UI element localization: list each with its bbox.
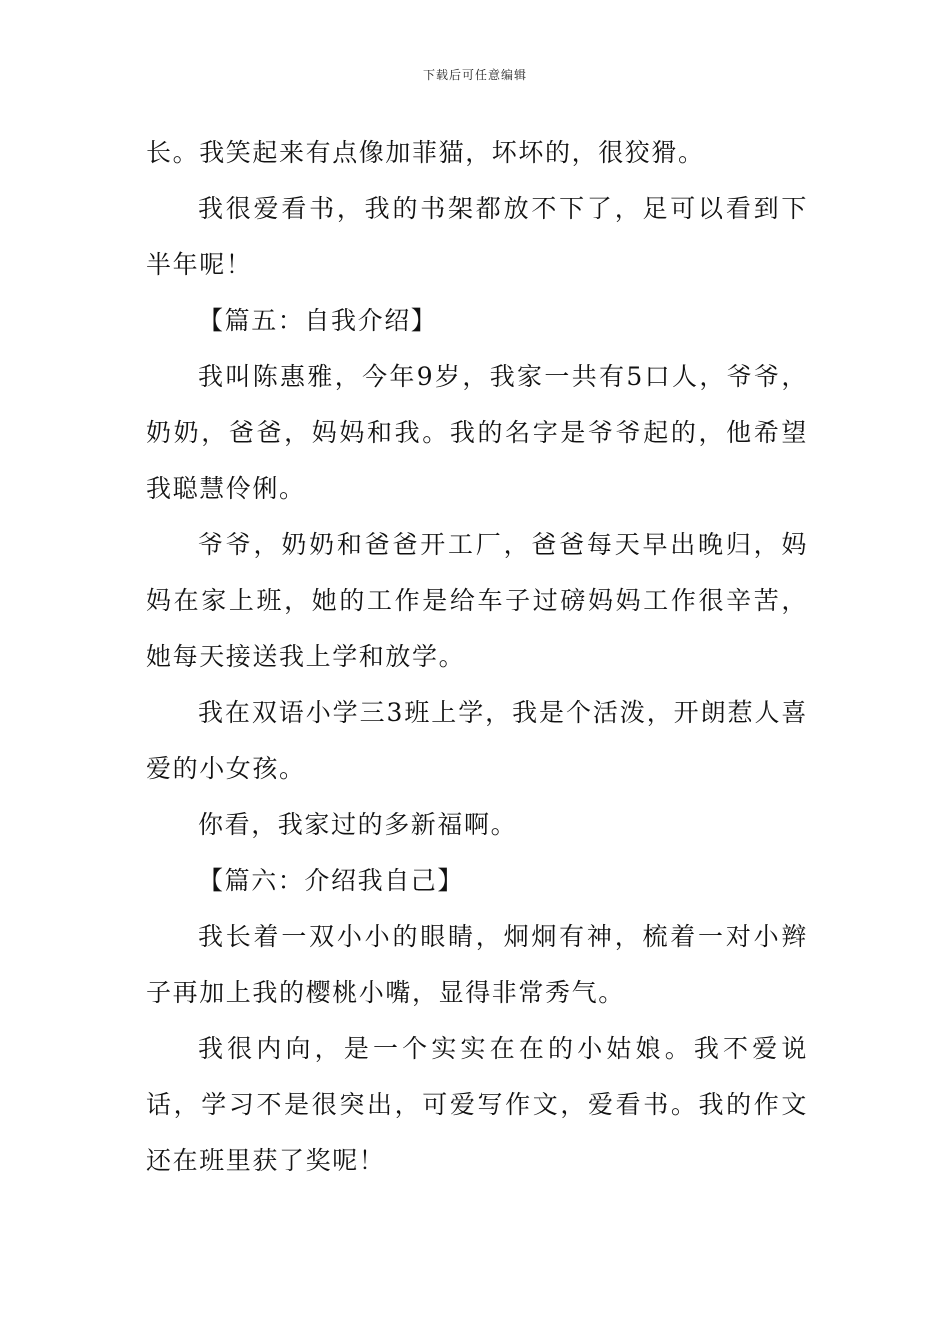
paragraph-4: 爷爷，奶奶和爸爸开工厂，爸爸每天早出晚归，妈妈在家上班，她的工作是给车子过磅妈妈工作很辛苦，她每天接送我上学和放学。 (146, 530, 808, 671)
paragraph-8: 我很内向，是一个实实在在的小姑娘。我不爱说话，学习不是很突出，可爱写作文，爱看书。我的作文还在班里获了奖呢！ (146, 1034, 808, 1175)
section-heading-6: 【篇六：介绍我自己】 (198, 866, 465, 895)
document-body (146, 125, 808, 1189)
paragraph-3: 我叫陈惠雅，今年9岁，我家一共有5口人，爷爷，奶奶，爸爸，妈妈和我。我的名字是爷爷起的，他希望我聪慧伶俐。 (146, 362, 808, 503)
paragraph-6: 你看，我家过的多新福啊。 (198, 810, 518, 839)
page-header-note: 下载后可任意编辑 (422, 68, 527, 82)
paragraph-7: 我长着一双小小的眼睛，炯炯有神，梳着一对小辫子再加上我的樱桃小嘴，显得非常秀气。 (146, 922, 808, 1007)
paragraph-5: 我在双语小学三3班上学，我是个活泼，开朗惹人喜爱的小女孩。 (146, 698, 808, 783)
paragraph-1: 长。我笑起来有点像加菲猫，坏坏的，很狡猾。 (146, 138, 705, 167)
section-heading-5: 【篇五：自我介绍】 (198, 306, 438, 335)
paragraph-2: 我很爱看书，我的书架都放不下了，足可以看到下半年呢！ (146, 194, 808, 279)
